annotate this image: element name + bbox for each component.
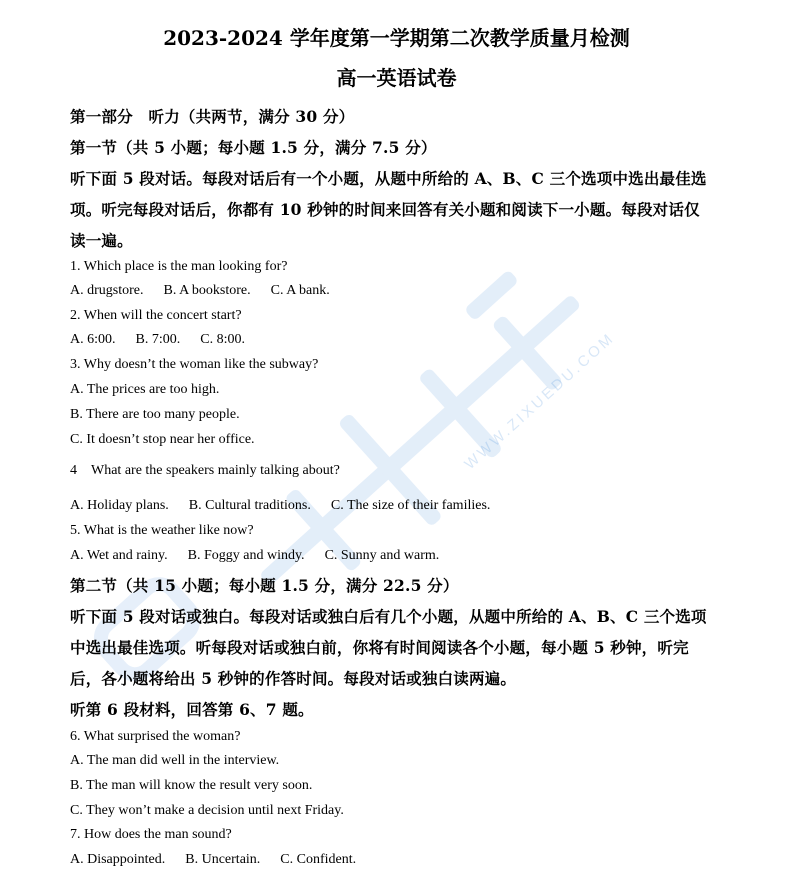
section1-heading: 第一节（共 5 小题；每小题 1.5 分，满分 7.5 分） [70,138,437,157]
question-4-options [70,498,510,514]
question-6-stem: 6. What surprised the woman? [70,729,241,744]
option-a: A. Holiday plans. [70,498,169,513]
option-c: C. A bank. [270,283,330,298]
option-b: B. Foggy and windy. [187,548,305,563]
section2-heading: 第二节（共 15 小题；每小题 1.5 分，满分 22.5 分） [70,576,459,595]
question-3-option-b: B. There are too many people. [70,407,240,422]
option-c: C. 8:00. [200,332,245,347]
question-6-option-c: C. They won’t make a decision until next Friday. [70,803,344,818]
question-1-options [70,283,350,299]
option-a: A. Wet and rainy. [70,548,168,563]
question-2-stem: 2. When will the concert start? [70,308,242,323]
question-3-stem: 3. Why doesn’t the woman like the subway? [70,357,319,372]
part1-heading: 第一部分 听力（共两节，满分 30 分） [70,107,355,126]
question-6-option-a: A. The man did well in the interview. [70,753,280,768]
option-c: C. Sunny and warm. [324,548,440,563]
exam-subtitle: 高一英语试卷 [336,66,457,90]
exam-title: 2023-2024 学年度第一学期第二次教学质量月检测 [163,26,630,50]
instruction2-line-1: 听下面 5 段对话或独白。每段对话或独白后有几个小题，从题中所给的 A、B、C 三个选项 [70,607,707,626]
instruction-line-3: 读一遍。 [70,231,133,250]
question-5-options [70,548,459,564]
question-5-stem: 5. What is the weather like now? [70,523,254,538]
question-7-options [70,852,376,868]
option-c: C. Confident. [280,852,357,867]
question-3-option-a: A. The prices are too high. [70,382,220,397]
question-7-stem: 7. How does the man sound? [70,827,232,842]
instruction-line-1: 听下面 5 段对话。每段对话后有一个小题，从题中所给的 A、B、C 三个选项中选出最佳选 [70,169,707,188]
material-6-heading: 听第 6 段材料，回答第 6、7 题。 [70,700,314,719]
option-b: B. A bookstore. [163,283,251,298]
option-b: B. Cultural traditions. [188,498,311,513]
question-6-option-b: B. The man will know the result very soon. [70,778,313,793]
instruction-line-2: 项。听完每段对话后，你都有 10 秒钟的时间来回答有关小题和阅读下一小题。每段对话仅 [70,200,700,219]
option-c: C. The size of their families. [330,498,491,513]
option-b: B. Uncertain. [185,852,261,867]
question-3-option-c: C. It doesn’t stop near her office. [70,432,255,447]
option-a: A. drugstore. [70,283,144,298]
option-a: A. 6:00. [70,332,116,347]
instruction2-line-2: 中选出最佳选项。听每段对话或独白前，你将有时间阅读各个小题，每小题 5 秒钟，听完 [70,638,689,657]
question-4-stem: 4 What are the speakers mainly talking about? [70,463,340,478]
instruction2-line-3: 后，各小题将给出 5 秒钟的作答时间。每段对话或独白读两遍。 [70,669,517,688]
question-1-stem: 1. Which place is the man looking for? [70,259,288,274]
question-2-options [70,332,265,348]
option-b: B. 7:00. [135,332,181,347]
watermark-text: WWW.ZIXUEDU.COM [461,329,619,473]
option-a: A. Disappointed. [70,852,166,867]
